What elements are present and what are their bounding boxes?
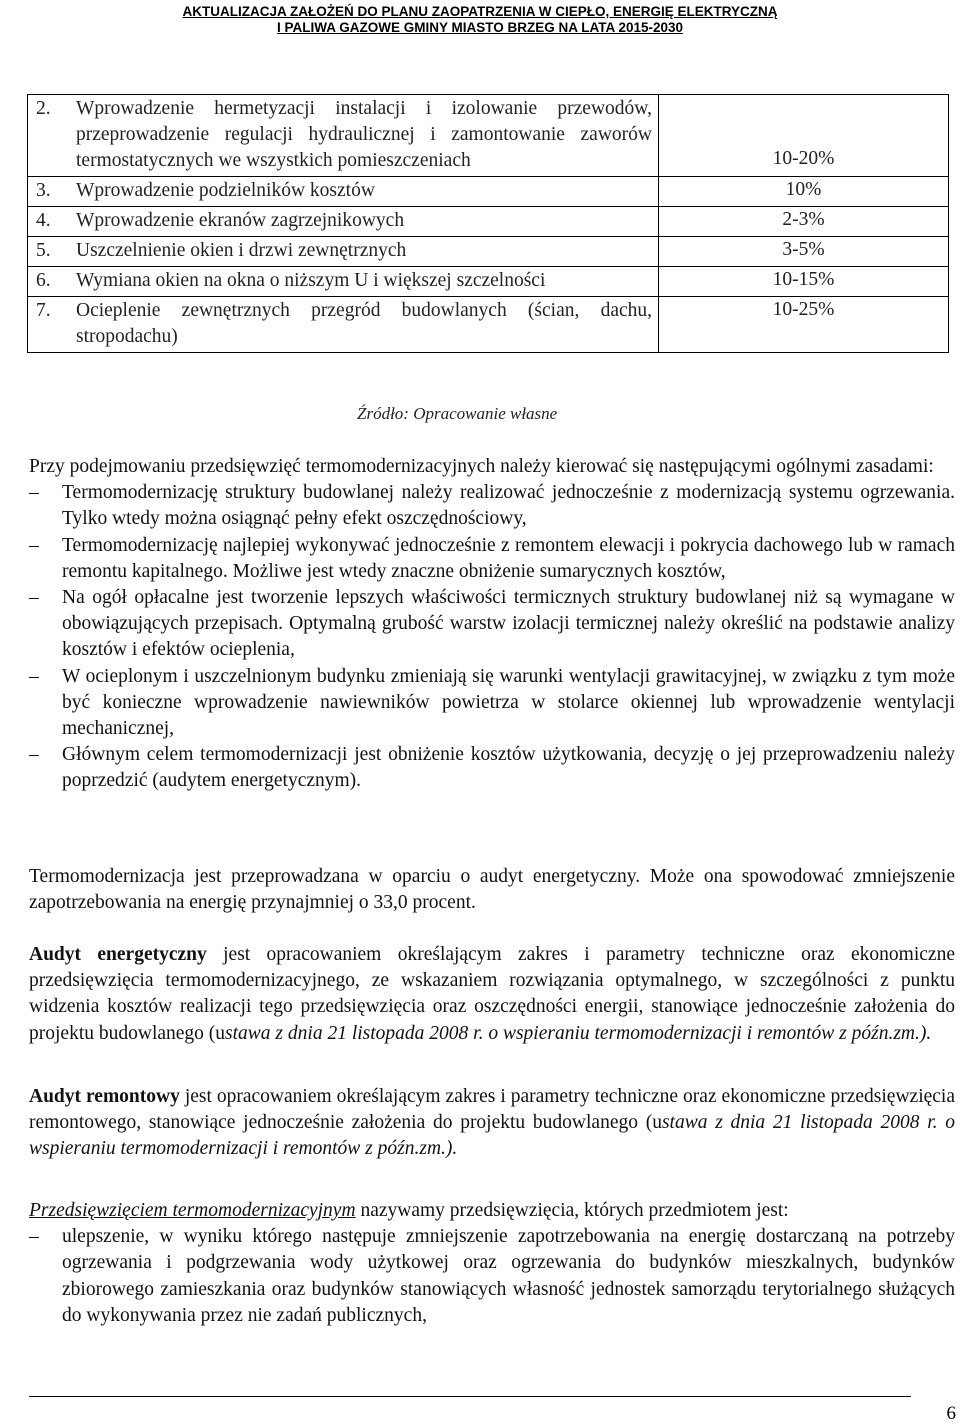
dash-bullet-icon: – (29, 1226, 39, 1248)
dash-bullet-icon: – (29, 587, 39, 609)
row-description: Wprowadzenie hermetyzacji instalacji i izolowanie przewodów, przeprowadzenie regulacji hydraulicznej i zamontowanie zaworów termostatycznych we wszystkich pomieszczeniach (76, 98, 652, 171)
list-item-text: Termomodernizację struktury budowlanej należy realizować jednocześnie z modernizacją systemu ogrzewania. Tylko wtedy można osiągnąć pełny efekt oszczędnościowy, (62, 482, 955, 530)
dash-bullet-icon: – (29, 665, 39, 687)
table-row (28, 177, 949, 207)
row-description: Uszczelnienie okien i drzwi zewnętrznych (76, 240, 407, 261)
measures-table (27, 94, 949, 353)
principles-section (29, 454, 955, 795)
dash-bullet-icon: – (29, 534, 39, 556)
row-value: 10-20% (772, 148, 835, 169)
row-value: 10-15% (772, 269, 835, 290)
row-description: Wprowadzenie ekranów zagrzejnikowych (76, 210, 405, 231)
renovation-audit-paragraph (29, 1084, 955, 1163)
page-number: 6 (946, 1403, 956, 1424)
list-item-text: ulepszenie, w wyniku którego następuje zmniejszenie zapotrzebowania na energię dostarczaną na potrzeby ogrzewania i podgrzewania wody użytkowej oraz ogrzewania do budynków mieszkalnych, budynków zbiorowego zamieszkania oraz budynków stanowiących własność jednostek samorządu terytorialnego służących do wykonywania przez nie zadań publicznych, (62, 1226, 955, 1326)
table-cell-value (659, 177, 949, 207)
row-description: Wprowadzenie podzielników kosztów (76, 180, 375, 201)
list-item-text: W ocieplonym i uszczelnionym budynku zmieniają się warunki wentylacji grawitacyjnej, w związku z tym może być konieczne wprowadzenie nawiewników powietrza w stolarce okiennej lub wprowadzenie wentylacji mechanicznej, (62, 665, 955, 740)
dash-bullet-icon: – (29, 482, 39, 504)
table-cell-description (28, 297, 659, 353)
table-row (28, 297, 949, 353)
table-cell-description (28, 177, 659, 207)
table-cell-value (659, 207, 949, 237)
list-item (29, 585, 955, 664)
list-item (29, 533, 955, 585)
list-item-text: Termomodernizację najlepiej wykonywać jednocześnie z remontem elewacji i pokrycia dachowego lub w ramach remontu kapitalnego. Możliwe jest wtedy znaczne obniżenie sumarycznych kosztów, (62, 534, 955, 582)
table-cell-description (28, 207, 659, 237)
table-cell-value (659, 297, 949, 353)
renovation-audit-text: jest opracowaniem określającym zakres i parametry techniczne oraz ekonomiczne przedsięwzięcia remontowego, stanowiące jednocześnie założenia do projektu budowlanego (u (29, 1086, 955, 1134)
row-number: 7. (36, 300, 51, 321)
definition-paragraph (29, 1198, 955, 1224)
renovation-audit-term: Audyt remontowy (29, 1086, 180, 1107)
list-item-text: Głównym celem termomodernizacji jest obniżenie kosztów użytkowania, decyzję o jej przeprowadzeniu należy poprzedzić (audytem energetycznym). (62, 744, 955, 792)
table-source-caption: Źródło: Opracowanie własne (357, 404, 558, 423)
list-item-text: Na ogół opłacalne jest tworzenie lepszych właściwości termicznych struktury budowlanej niż są wymagane w obowiązujących przepisach. Optymalną grubość warstw izolacji termicznej należy określić na podstawie analizy kosztów i efektów ocieplenia, (62, 587, 955, 661)
table-cell-description (28, 95, 659, 177)
list-item (29, 664, 955, 743)
list-item (29, 480, 955, 532)
energy-audit-law-reference: stawa z dnia 21 listopada 2008 r. o wspieraniu termomodernizacji i remontów z późn.zm.). (225, 1022, 932, 1044)
principles-intro: Przy podejmowaniu przedsięwzięć termomodernizacyjnych należy kierować się następującymi ogólnymi zasadami: (29, 456, 934, 477)
definition-section (29, 1198, 955, 1329)
row-value: 10-25% (772, 299, 835, 320)
energy-audit-paragraph (29, 942, 955, 1047)
list-item (29, 1224, 955, 1329)
row-description: Ocieplenie zewnętrznych przegród budowlanych (ścian, dachu, stropodachu) (76, 300, 652, 347)
row-value: 3-5% (782, 239, 825, 260)
row-value: 2-3% (782, 209, 825, 230)
table-cell-value (659, 267, 949, 297)
table-cell-description (28, 267, 659, 297)
dash-bullet-icon: – (29, 744, 39, 766)
footer-divider (29, 1396, 911, 1397)
renovation-audit-law-reference: stawa z dnia 21 listopada 2008 r. o wspieraniu termomodernizacji i remontów z późn.zm.). (29, 1112, 955, 1160)
table-cell-description (28, 237, 659, 267)
definition-text: nazywamy przedsięwzięcia, których przedmiotem jest: (355, 1200, 789, 1221)
document-header (0, 4, 960, 36)
row-number: 6. (36, 270, 51, 291)
table-row (28, 207, 949, 237)
table-cell-value (659, 95, 949, 177)
table-cell-value (659, 237, 949, 267)
row-number: 3. (36, 180, 51, 201)
header-line-2: I PALIWA GAZOWE GMINY MIASTO BRZEG NA LATA 2015-2030 (276, 20, 684, 35)
row-value: 10% (785, 179, 822, 200)
row-description: Wymiana okien na okna o niższym U i większej szczelności (76, 270, 546, 291)
energy-audit-term: Audyt energetyczny (29, 944, 207, 965)
row-number: 2. (36, 98, 51, 119)
row-number: 4. (36, 210, 51, 231)
audit-paragraph: Termomodernizacja jest przeprowadzana w oparciu o audyt energetyczny. Może ona spowodować zmniejszenie zapotrzebowania na energię przynajmniej o 33,0 procent. (29, 866, 955, 914)
table-row (28, 95, 949, 177)
table-row (28, 237, 949, 267)
definition-term: Przedsięwzięciem termomodernizacyjnym (29, 1200, 356, 1221)
header-line-1: AKTUALIZACJA ZAŁOŻEŃ DO PLANU ZAOPATRZENIA W CIEPŁO, ENERGIĘ ELEKTRYCZNĄ (182, 4, 778, 19)
list-item (29, 742, 955, 794)
table-row (28, 267, 949, 297)
energy-audit-text: jest opracowaniem określającym zakres i parametry techniczne oraz ekonomiczne przedsięwzięcia termomodernizacyjnego, ze wskazaniem rozwiązania optymalnego, w szczególności z punktu widzenia kosztów realizacji tego przedsięwzięcia oraz oszczędności energii, stanowiące jednocześnie założenia do projektu budowlanego (u (29, 944, 955, 1044)
row-number: 5. (36, 240, 51, 261)
